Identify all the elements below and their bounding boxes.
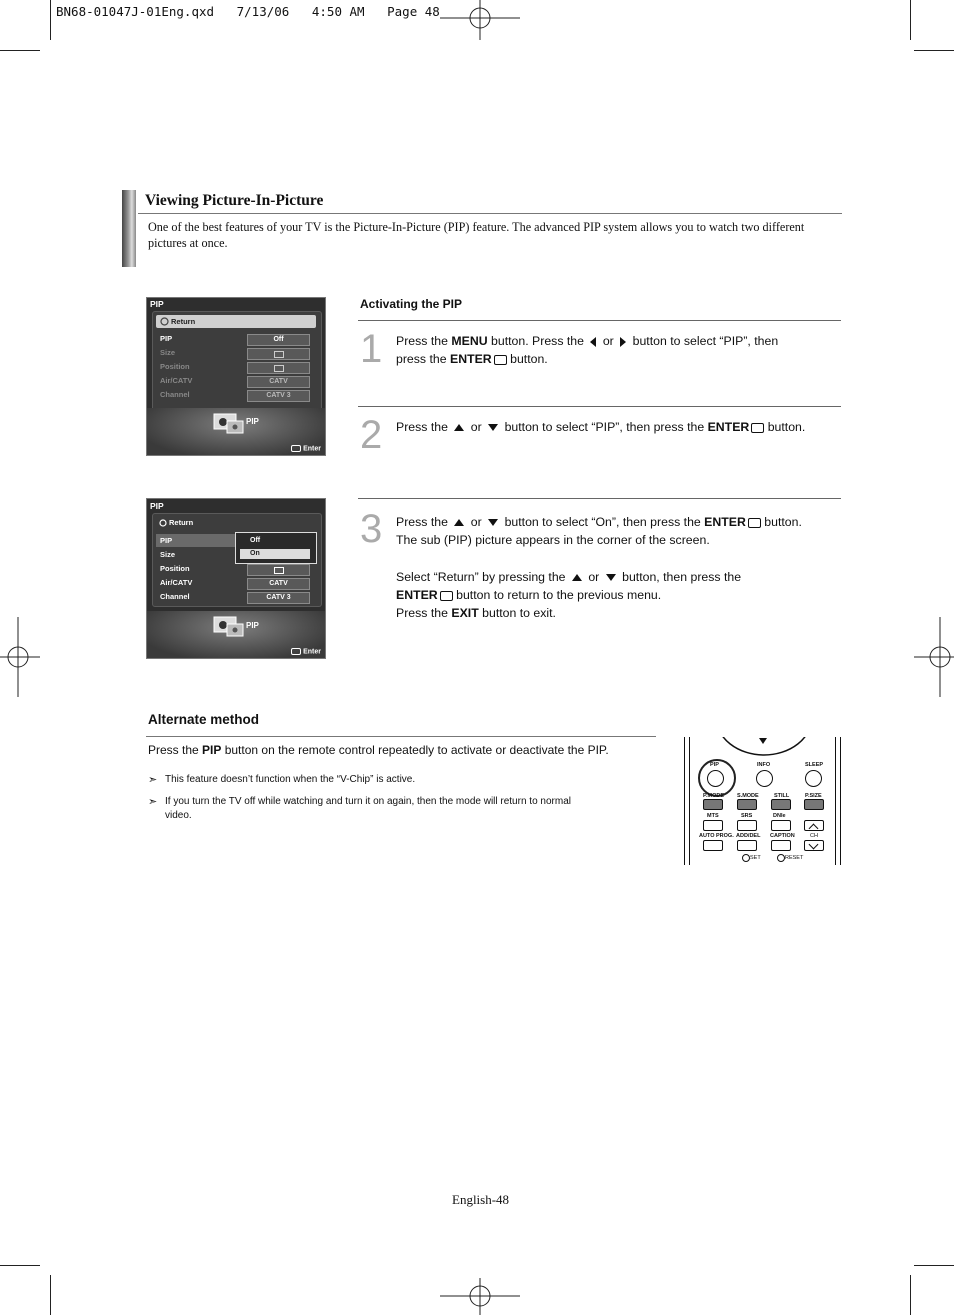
smode-button[interactable] bbox=[737, 799, 757, 810]
note-1: This feature doesn’t function when the “V-Chip” is active. bbox=[165, 774, 416, 785]
pip-icon bbox=[213, 616, 245, 638]
section-rule bbox=[138, 213, 842, 214]
enter-icon bbox=[291, 445, 301, 452]
return-icon bbox=[159, 519, 167, 527]
remote-label-mts: MTS bbox=[707, 813, 719, 819]
remote-label-still: STILL bbox=[774, 793, 790, 799]
note-arrow-icon: ➣ bbox=[148, 796, 158, 808]
still-button[interactable] bbox=[771, 799, 791, 810]
srs-button[interactable] bbox=[737, 820, 757, 831]
remote-label-auto-prog: AUTO PROG. bbox=[699, 833, 734, 839]
remote-label-psize: P.SIZE bbox=[805, 793, 822, 799]
enter-icon bbox=[494, 355, 507, 365]
note-arrow-icon: ➣ bbox=[148, 774, 158, 786]
osd-header: PIP bbox=[150, 299, 164, 309]
remote-label-srs: SRS bbox=[741, 813, 753, 819]
up-arrow-icon bbox=[454, 424, 464, 431]
step-1-text: Press the MENU button. Press the or button to select “PIP”, then press the ENTER button. bbox=[396, 334, 779, 366]
osd-item-size: Size bbox=[160, 348, 176, 357]
osd-menu-panel bbox=[152, 311, 322, 417]
alternate-text: Press the PIP button on the remote control repeatedly to activate or deactivate the PIP. bbox=[148, 743, 609, 757]
dnie-button[interactable] bbox=[771, 820, 791, 831]
osd-item-air-catv: Air/CATV bbox=[160, 578, 193, 587]
chevron-up-icon bbox=[809, 824, 819, 834]
osd-menu-panel bbox=[152, 513, 322, 607]
step-2-text: Press the or button to select “PIP”, then press the ENTER button. bbox=[396, 420, 806, 434]
osd-item-position: Position bbox=[160, 564, 190, 573]
enter-icon bbox=[291, 648, 301, 655]
registration-mark-top bbox=[440, 0, 520, 40]
info-button[interactable] bbox=[756, 770, 773, 787]
ch-up-button[interactable] bbox=[804, 820, 824, 831]
remote-label-reset: RESET bbox=[785, 855, 804, 861]
osd-item-air-catv: Air/CATV bbox=[160, 376, 193, 385]
registration-mark-left bbox=[0, 617, 40, 697]
remote-label-smode: S.MODE bbox=[737, 793, 759, 799]
remote-control-illustration bbox=[684, 737, 842, 865]
osd-value-size bbox=[247, 348, 310, 360]
osd-value-pip: Off bbox=[247, 334, 310, 346]
reset-button[interactable] bbox=[777, 854, 785, 862]
osd-item-size: Size bbox=[160, 550, 176, 559]
pip-button[interactable] bbox=[707, 770, 724, 787]
pip-icon bbox=[213, 413, 245, 435]
remote-label-pmode: P.MODE bbox=[703, 793, 724, 799]
left-arrow-icon bbox=[590, 337, 596, 347]
section-intro: One of the best features of your TV is the Picture-In-Picture (PIP) feature. The advanced PIP system allows you to watch two different pictures at once. bbox=[148, 220, 805, 250]
down-arrow-icon bbox=[606, 574, 616, 581]
right-arrow-icon bbox=[620, 337, 626, 347]
osd-footer-label: PIP bbox=[246, 417, 259, 426]
set-button[interactable] bbox=[742, 854, 750, 862]
enter-icon bbox=[751, 423, 764, 433]
add-del-button[interactable] bbox=[737, 840, 757, 851]
remote-label-ch: CH bbox=[810, 833, 818, 839]
remote-label-set: SET bbox=[750, 855, 761, 861]
remote-label-add-del: ADD/DEL bbox=[736, 833, 761, 839]
osd-value-air-catv: CATV bbox=[247, 376, 310, 388]
osd-screenshot-2 bbox=[146, 498, 326, 659]
osd-return-label: Return bbox=[169, 518, 194, 527]
osd-enter-label: Enter bbox=[303, 648, 321, 655]
osd-value-position bbox=[247, 564, 310, 576]
remote-label-sleep: SLEEP bbox=[805, 762, 824, 768]
step-1-rule bbox=[358, 320, 841, 321]
step-3-number: 3 bbox=[360, 507, 383, 551]
osd-footer-label: PIP bbox=[246, 621, 259, 630]
return-icon bbox=[160, 317, 169, 326]
alternate-heading: Alternate method bbox=[148, 712, 260, 727]
page-footer: English-48 bbox=[452, 1192, 510, 1207]
pmode-button[interactable] bbox=[703, 799, 723, 810]
registration-mark-bottom bbox=[440, 1278, 520, 1315]
psize-button[interactable] bbox=[804, 799, 824, 810]
osd-dropdown-on: On bbox=[250, 550, 260, 557]
osd-item-position: Position bbox=[160, 362, 190, 371]
remote-label-caption: CAPTION bbox=[770, 833, 795, 839]
mts-button[interactable] bbox=[703, 820, 723, 831]
note-2: If you turn the TV off while watching and turn it on again, then the mode will return to normal video. bbox=[165, 796, 571, 821]
slug-line: BN68-01047J-01Eng.qxd 7/13/06 4:50 AM Page 48 bbox=[56, 4, 440, 19]
osd-screenshot-1 bbox=[146, 297, 326, 456]
osd-item-pip: PIP bbox=[160, 536, 173, 545]
remote-label-pip: PIP bbox=[710, 762, 719, 768]
osd-header: PIP bbox=[150, 501, 164, 511]
osd-enter-label: Enter bbox=[303, 445, 321, 452]
enter-icon bbox=[748, 518, 761, 528]
osd-dropdown-off: Off bbox=[250, 537, 261, 544]
osd-enter-hint bbox=[289, 445, 321, 452]
osd-item-pip: PIP bbox=[160, 334, 173, 343]
chevron-down-icon bbox=[809, 840, 819, 850]
auto-prog-button[interactable] bbox=[703, 840, 723, 851]
osd-item-channel: Channel bbox=[160, 592, 190, 601]
osd-return-item bbox=[156, 315, 316, 328]
remote-label-info: INFO bbox=[757, 762, 771, 768]
section-title: Viewing Picture-In-Picture bbox=[145, 192, 324, 209]
osd-dropdown bbox=[235, 532, 317, 564]
down-arrow-icon bbox=[759, 738, 767, 744]
osd-value-channel: CATV 3 bbox=[247, 592, 310, 604]
osd-return-item bbox=[159, 518, 193, 527]
osd-value-channel: CATV 3 bbox=[247, 390, 310, 402]
enter-icon bbox=[440, 591, 453, 601]
osd-value-air-catv: CATV bbox=[247, 578, 310, 590]
step-3-rule bbox=[358, 498, 841, 499]
osd-enter-hint bbox=[289, 648, 321, 655]
step-3-text: Press the or button to select “On”, then press the ENTER button. The sub (PIP) picture appears in the corner of the screen. Select “Return” by pressing the or button, then press the ENTER button to return to the previous menu. Press the EXIT button to exit. bbox=[396, 515, 802, 620]
up-arrow-icon bbox=[572, 574, 582, 581]
step-2-rule bbox=[358, 406, 841, 407]
osd-return-label: Return bbox=[171, 317, 196, 326]
alternate-rule bbox=[146, 736, 656, 737]
down-arrow-icon bbox=[488, 519, 498, 526]
registration-mark-right bbox=[914, 617, 954, 697]
osd-value-position bbox=[247, 362, 310, 374]
section-bar bbox=[122, 190, 136, 267]
osd-item-channel: Channel bbox=[160, 390, 190, 399]
down-arrow-icon bbox=[488, 424, 498, 431]
ch-down-button[interactable] bbox=[804, 840, 824, 851]
step-1-number: 1 bbox=[360, 327, 383, 371]
step-2-number: 2 bbox=[360, 413, 383, 457]
up-arrow-icon bbox=[454, 519, 464, 526]
remote-label-dnie: DNIe bbox=[773, 813, 786, 819]
sleep-button[interactable] bbox=[805, 770, 822, 787]
activating-heading: Activating the PIP bbox=[360, 297, 463, 311]
caption-button[interactable] bbox=[771, 840, 791, 851]
